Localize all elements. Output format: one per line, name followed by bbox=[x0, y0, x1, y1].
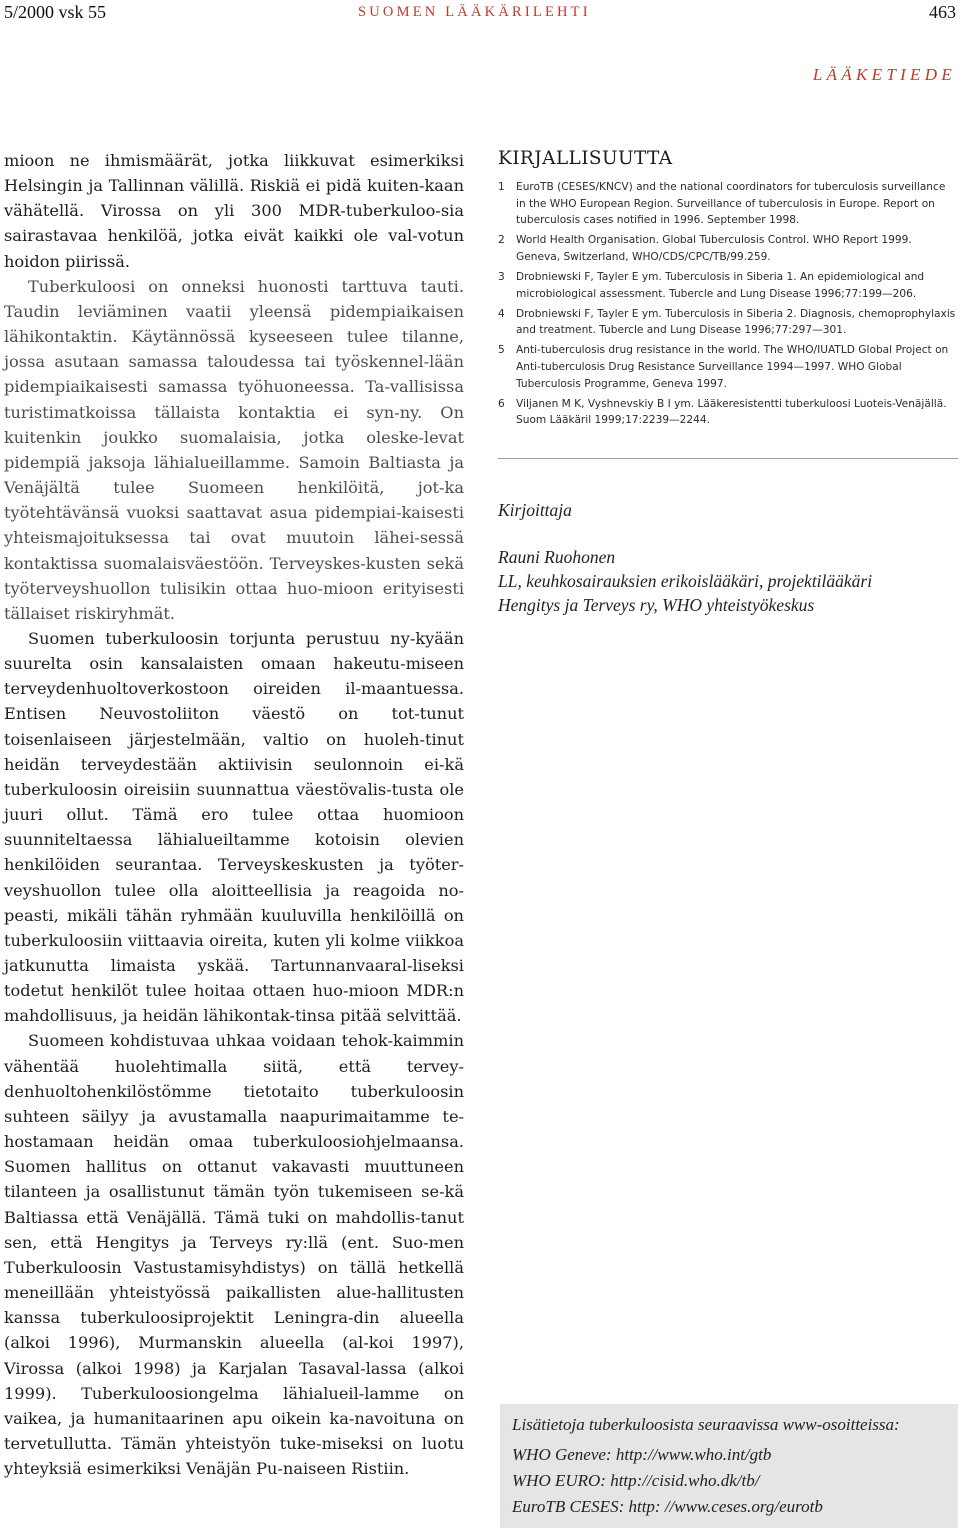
article-body bbox=[4, 148, 464, 1481]
author-block bbox=[498, 500, 958, 617]
issue-label: 5/2000 vsk 55 bbox=[4, 2, 107, 22]
references-title: KIRJALLISUUTTA bbox=[498, 148, 673, 169]
section-divider bbox=[498, 458, 958, 459]
reference-item: 3 Drobniewski F, Tayler E ym. Tuberculosis in Siberia 1. An epidemiological and microbiological assessment. Tubercle and Lung Disease 1996;77:199—206. bbox=[498, 270, 925, 300]
author-title: LL, keuhkosairauksien erikoislääkäri, projektilääkäri bbox=[498, 571, 873, 591]
references-section bbox=[498, 148, 958, 432]
info-box bbox=[500, 1404, 958, 1528]
page-number: 463 bbox=[929, 2, 956, 22]
reference-item: 2 World Health Organisation. Global Tuberculosis Control. WHO Report 1999. Geneva, Switzerland, WHO/CDS/CPC/TB/99.259. bbox=[498, 234, 912, 263]
section-label: LÄÄKETIEDE bbox=[812, 65, 956, 84]
author-affiliation: Hengitys ja Terveys ry, WHO yhteistyökeskus bbox=[498, 595, 815, 615]
body-paragraph: Suomen tuberkuloosin torjunta perustuu ny-kyään suurelta osin kansalaisten omaan hakeutu-miseen terveydenhuoltoverkostoon oireiden il-maantuessa. Entisen Neuvostoliiton väestö on tot-tunut toisenlaiseen järjestelmään, valtio on huoleh-tinut heidän terveydestään aktiivisin seulonnoin ei-kä tuberkuloosin oireisiin suunnattua väestövalis-tusta ole juuri ollut. Tämä ero tulee ottaa huomioon suunniteltaessa lähialueiltamme kotoisin olevien henkilöiden seurantaa. Terveyskeskusten ja työter-veyshuollon tulee olla aloitteellisia ja reagoida no-peasti, mikäli tähän ryhmään kuuluvilla henkilöillä on tuberkuloosiin viittaavia oireita, kuten yli kolme viikkoa jatkunutta limaista yskää. Tartunnanvaaral-liseksi todetut henkilöt tulee hoitaa ottaen huo-mioon MDR:n mahdollisuus, ja heidän lähikontak-tinsa pitää selvittää. bbox=[4, 628, 464, 1026]
body-paragraph: mioon ne ihmismäärät, jotka liikkuvat esimerkiksi Helsingin ja Tallinnan välillä. Riskiä ei pidä kuiten-kaan vähätellä. Virossa on yli 300 MDR-tuberkuloo-sia sairastavaa henkilöä, jotka eivät kaikki ole val-votun hoidon piirissä. bbox=[4, 151, 464, 271]
reference-item: 6 Viljanen M K, Vyshnevskiy B I ym. Lääkeresistentti tuberkuloosi Luoteis-Venäjällä. Suom Lääkäril 1999;17:2239—2244. bbox=[498, 397, 947, 427]
info-link-who-geneve[interactable]: WHO Geneve: http://www.who.int/gtb bbox=[512, 1445, 772, 1464]
info-box-title: Lisätietoja tuberkuloosista seuraavissa www-osoitteissa: bbox=[512, 1415, 900, 1434]
author-name: Rauni Ruohonen bbox=[498, 547, 616, 567]
body-paragraph: Tuberkuloosi on onneksi huonosti tarttuva tauti. Taudin leviäminen vaatii yleensä pidempiaikaisen lähikontaktin. Käytännössä kyseeseen tulee tilanne, jossa asutaan samassa taloudessa tai työskennel-lään pidempiaikaisesti samassa työhuoneessa. Ta-vallisissa turistimatkoissa tällaista kontaktia ei syn-ny. On kuitenkin joukko suomalaisia, jotka oleske-levat pidempiä jaksoja lähialueillamme. Samoin Baltiasta ja Venäjältä tulee Suomeen henkilöitä, jot-ka työtehtävänsä vuoksi saattavat asua pidempiai-kaisesti yhteismajoituksessa tai ovat muutoin lähei-sessä kontaktissa suomalaisväestöön. Terveyskes-kusten sekä työterveyshuollon tulisikin ottaa huo-mioon erityisesti tällaiset riskiryhmät. bbox=[4, 276, 464, 623]
reference-item: 4 Drobniewski F, Tayler E ym. Tuberculosis in Siberia 2. Diagnosis, chemoprophylaxis and treatment. Tubercle and Lung Disease 1996;77:297—301. bbox=[498, 307, 956, 337]
author-label: Kirjoittaja bbox=[498, 500, 572, 520]
reference-item: 1 EuroTB (CESES/KNCV) and the national coordinators for tuberculosis surveillance in the WHO European Region. Surveillance of tuberculosis in Europe. Report on tuberculosis cases notified in 1996. September 1998. bbox=[498, 181, 946, 227]
journal-name: SUOMEN LÄÄKÄRILEHTI bbox=[358, 4, 591, 20]
info-link-who-euro[interactable]: WHO EURO: http://cisid.who.dk/tb/ bbox=[512, 1471, 760, 1490]
body-paragraph: Suomeen kohdistuvaa uhkaa voidaan tehok-kaimmin vähentää huolehtimalla siitä, että tervey-denhuoltohenkilöstömme tietotaito tuberkuloosin suhteen säilyy ja avustamalla naapurimaitamme te-hostamaan heidän omaa tuberkuloosiohjelmaansa. Suomen hallitus on ottanut vakavasti muuttuneen tilanteen ja osallistunut tämän työn tukemiseen se-kä Baltiassa että Venäjällä. Tämä tuki on mahdollis-tanut sen, että Hengitys ja Terveys ry:llä (ent. Suo-men Tuberkuloosin Vastustamisyhdistys) on tällä hetkellä meneillään yhteistyössä paikallisten alue-hallitusten kanssa tuberkuloosiprojektit Leningra-din alueella (alkoi 1996), Murmanskin alueella (al-koi 1997), Virossa (alkoi 1998) ja Karjalan Tasaval-lassa (alkoi 1999). Tuberkuloosiongelma lähialueil-lamme on vaikea, ja humanitaarinen apu oikein ka-navoituna on tervetullutta. Tämän yhteistyön tuke-miseksi on luotu yhteyksiä esimerkiksi Venäjän Pu-naiseen Ristiin. bbox=[4, 1031, 464, 1479]
reference-item: 5 Anti-tuberculosis drug resistance in the world. The WHO/IUATLD Global Project on Anti-tuberculosis Drug Resistance Surveillance 1994—1997. WHO Global Tuberculosis Programme, Geneva 1997. bbox=[498, 344, 949, 390]
references-list bbox=[498, 179, 958, 429]
info-link-eurotb[interactable]: EuroTB CESES: http: //www.ceses.org/eurotb bbox=[512, 1497, 823, 1516]
